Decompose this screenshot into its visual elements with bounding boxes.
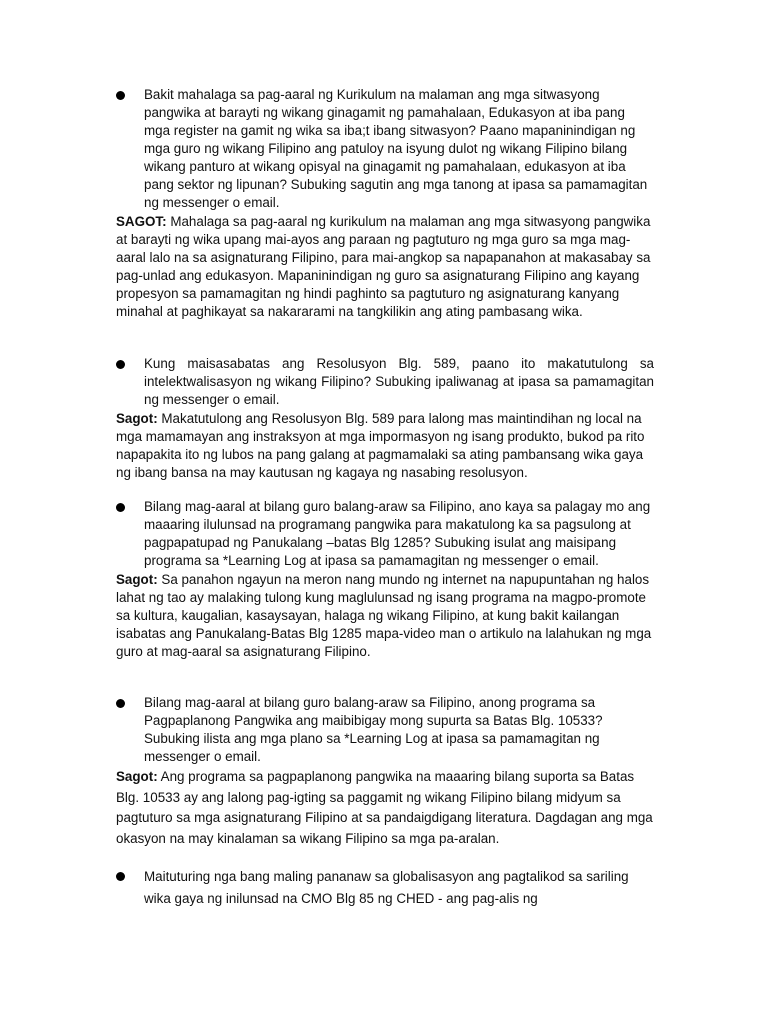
answer-3 [116, 571, 654, 661]
document-body [116, 86, 654, 212]
bullet-icon [116, 360, 125, 369]
answer-4 [116, 767, 654, 849]
qa-item-1 [116, 86, 654, 212]
answer-text: Mahalaga sa pag-aaral ng kurikulum na malaman ang mga sitwasyong pangwika at barayti ng wika upang mai-ayos ang paraan ng pagtuturo ng mga guro sa mga mag-aaral lalo na sa asignaturang Filipino, para mai-angkop sa napapanahon at makasabay sa pag-unlad ang edukasyon. Mapaninindigan ng guro sa asignaturang Filipino ang kayang propesyon sa pamamagitan ng hindi paghinto sa pagtuturo ng asignaturang kanyang minahal at paghikayat sa nakararami na tangkilikin ang ating pambasang wika. [116, 214, 651, 319]
qa-item-2 [116, 355, 654, 482]
question-4 [116, 694, 654, 766]
question-text: Maituturing nga bang maling pananaw sa globalisasyon ang pagtalikod sa sariling wika gaya ng inilunsad na CMO Blg 85 ng CHED - ang pag-alis ng [144, 869, 629, 906]
bullet-icon [116, 503, 125, 512]
bullet-icon [116, 699, 125, 708]
answer-text: Sa panahon ngayun na meron nang mundo ng internet na napupuntahan ng halos lahat ng tao ay malaking tulong kung maglulunsad ng isang programa na magpo-promote sa kultura, kaugalian, kasaysayan, halaga ng wikang Filipino, at kung bakit kailangan isabatas ang Panukalang-Batas Blg 1285 mapa-video man o artikulo na lalahukan ng mga guro at mag-aaral sa asignaturang Filipino. [116, 572, 652, 659]
question-text: Bilang mag-aaral at bilang guro balang-araw sa Filipino, anong programa sa Pagpaplanong Pangwika ang maibibigay mong supurta sa Batas Blg. 10533? Subuking ilista ang mga plano sa *Learning Log at ipasa sa pamamagitan ng messenger o email. [144, 695, 603, 764]
qa-item-3 [116, 498, 654, 661]
question-text: Kung maisasabatas ang Resolusyon Blg. 589, paano ito makatutulong sa intelektwalisasyon ng wikang Filipino? Subuking ipaliwanag at ipasa sa pamamagitan ng messenger o email. [144, 356, 654, 407]
answer-label: Sagot: [116, 572, 158, 587]
bullet-icon [116, 91, 125, 100]
question-3 [116, 498, 654, 570]
answer-label: Sagot: [116, 769, 158, 784]
answer-text: Ang programa sa pagpaplanong pangwika na maaaring bilang suporta sa Batas Blg. 10533 ay ang lalong pag-igting sa paggamit ng wikang Filipino bilang midyum sa pagtuturo sa mga asignaturang Filipino at sa pandaigdigang literatura. Dagdagan ang mga okasyon na may kinalaman sa wikang Filipino sa mga pa-aralan. [116, 769, 653, 846]
answer-2 [116, 410, 654, 482]
answer-label: SAGOT: [116, 214, 167, 229]
question-text: Bakit mahalaga sa pag-aaral ng Kurikulum na malaman ang mga sitwasyong pangwika at barayti ng wikang ginagamit ng pamahalaan, Edukasyon at iba pang mga register na gamit ng wika sa iba;t ibang sitwasyon? Paano mapaninindigan ng mga guro ng wikang Filipino ang patuloy na isyung dulot ng wikang Filipino bilang wikang panturo at wikang opisyal na ginagamit ng pamahalaan, edukasyon at iba pang sektor ng lipunan? Subuking sagutin ang mga tanong at ipasa sa pamamagitan ng messenger o email. [144, 87, 648, 210]
answer-1 [116, 213, 654, 321]
qa-item-4 [116, 694, 654, 849]
question-2 [116, 355, 654, 409]
bullet-icon [116, 872, 125, 881]
qa-item-5 [116, 866, 654, 910]
question-5 [116, 866, 654, 910]
question-text: Bilang mag-aaral at bilang guro balang-araw sa Filipino, ano kaya sa palagay mo ang maaaring ilulunsad na programang pangwika para makatulong ka sa pagsulong at pagpapatupad ng Panukalang –batas Blg 1285? Subuking isulat ang maisipang programa sa *Learning Log at ipasa sa pamamagitan ng messenger o email. [144, 499, 651, 568]
answer-text: Makatutulong ang Resolusyon Blg. 589 para lalong mas maintindihan ng local na mga mamamayan ang instraksyon at mga impormasyon ng isang produkto, bukod pa rito napapakita ito ng lubos na pang galang at pagmamalaki sa ating pambansang wika gaya ng ibang bansa na may kautusan ng kagaya ng nasabing resolusyon. [116, 411, 645, 480]
question-1 [116, 86, 654, 212]
answer-1-block [116, 212, 654, 321]
answer-label: Sagot: [116, 411, 158, 426]
